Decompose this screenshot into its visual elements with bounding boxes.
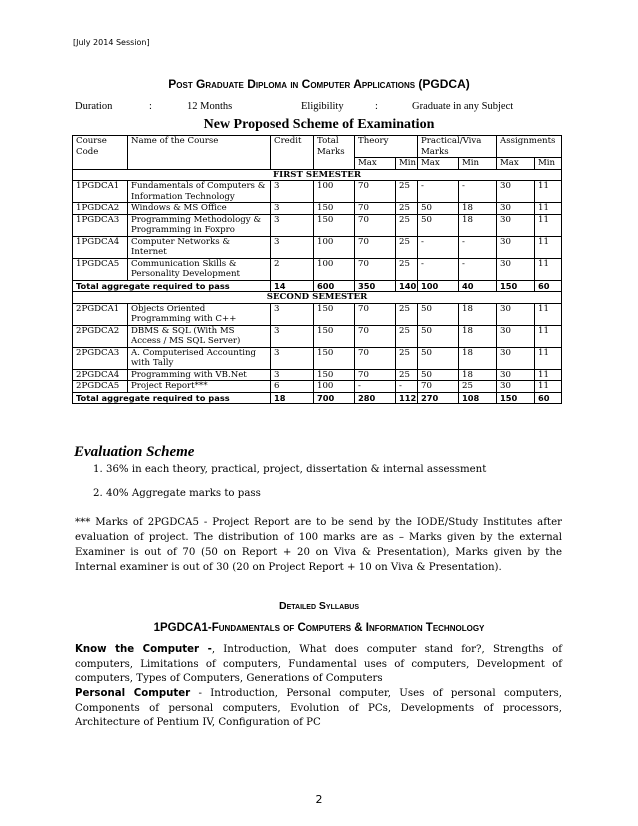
sem1-cell: - [459,258,497,280]
total-cell: 700 [314,392,355,404]
program-title: Post Graduate Diploma in Computer Applications (PGDCA) [168,77,470,91]
program-info-row [75,101,575,115]
sem1-cell: 30 [497,236,535,258]
topic-personal-computer: Personal Computer [75,688,191,699]
topic-know-the-computer-text: , Introduction, What does computer stand for?, Strengths of computers, Limitations of computers, Fundamental uses of computers, Development of computers, Types of Computers, Generations of Computers [75,644,562,684]
sem2-cell: 11 [535,381,562,393]
total-cell: 60 [535,392,562,404]
sem1-cell: 11 [535,203,562,215]
header-total-marks: Total Marks [314,136,355,170]
sem2-cell: Objects Oriented Programming with C++ [128,303,271,325]
sem2-cell: 30 [497,381,535,393]
total-cell: 100 [418,280,459,292]
sem2-cell: 30 [497,325,535,347]
table-row [73,236,562,258]
total-cell: 18 [271,392,314,404]
sem2-cell: 25 [396,325,418,347]
evaluation-heading: Evaluation Scheme [74,444,195,460]
sem1-cell: 70 [355,258,396,280]
sem2-cell: 50 [418,347,459,369]
sem2-cell: 25 [396,303,418,325]
total-row [73,392,562,404]
sem2-cell: 3 [271,325,314,347]
table-row [73,181,562,203]
syllabus-paragraph-2 [75,687,562,731]
sem2-cell: 70 [355,369,396,381]
sem2-cell: 100 [314,381,355,393]
sem2-cell: 30 [497,347,535,369]
sem1-cell: 50 [418,203,459,215]
total-cell: 150 [497,392,535,404]
sem2-cell: 50 [418,369,459,381]
second-semester-row-label: SECOND SEMESTER [73,292,562,304]
sem1-cell: 11 [535,258,562,280]
total-cell: 108 [459,392,497,404]
exam-scheme-table [72,135,562,404]
sem2-cell: Project Report*** [128,381,271,393]
sem2-cell: 70 [355,347,396,369]
table-row [73,369,562,381]
sem2-cell: 70 [355,325,396,347]
sem1-cell: 70 [355,203,396,215]
header-credit: Credit [271,136,314,170]
sem2-cell: 25 [396,347,418,369]
sem1-cell: 30 [497,203,535,215]
total-cell: 280 [355,392,396,404]
eligibility-separator: : [375,101,378,112]
sem1-cell: 2 [271,258,314,280]
sem1-cell: 25 [396,181,418,203]
sem1-cell: 100 [314,236,355,258]
sem1-cell: 1PGDCA1 [73,181,128,203]
scheme-title: New Proposed Scheme of Examination [203,117,435,132]
sem1-cell: Computer Networks & Internet [128,236,271,258]
sem2-cell: 3 [271,347,314,369]
sem2-cell: 11 [535,325,562,347]
total-cell: 600 [314,280,355,292]
topic-know-the-computer: Know the Computer - [75,644,212,655]
sem1-cell: 25 [396,236,418,258]
sem2-cell: 30 [497,303,535,325]
sem1-cell: Windows & MS Office [128,203,271,215]
table-header-row [73,136,562,158]
sem2-cell: 18 [459,303,497,325]
sem2-cell: DBMS & SQL (With MS Access / MS SQL Server) [128,325,271,347]
sem1-cell: 30 [497,181,535,203]
sem2-cell: 2PGDCA1 [73,303,128,325]
sem2-cell: 3 [271,303,314,325]
sem1-cell: 30 [497,258,535,280]
page-number: 2 [315,793,323,806]
sem1-cell: Fundamentals of Computers & Information Technology [128,181,271,203]
sem1-cell: 3 [271,236,314,258]
sem1-cell: 70 [355,214,396,236]
sem1-cell: 100 [314,181,355,203]
table-row [73,347,562,369]
total-row [73,280,562,292]
sem1-cell: 1PGDCA5 [73,258,128,280]
total-label: Total aggregate required to pass [73,280,271,292]
sem1-cell: Communication Skills & Personality Development [128,258,271,280]
course-heading: 1PGDCA1-Fundamentals of Computers & Information Technology [153,622,485,634]
sem1-cell: 18 [459,203,497,215]
duration-label: Duration [75,101,113,112]
evaluation-item-1: 1. 36% in each theory, practical, project, dissertation & internal assessment [93,464,487,475]
sem2-cell: 2PGDCA4 [73,369,128,381]
sem1-cell: - [459,236,497,258]
sem2-cell: 150 [314,369,355,381]
sem1-cell: Programming Methodology & Programming in Foxpro [128,214,271,236]
sem2-cell: 150 [314,347,355,369]
table-row [73,258,562,280]
sem1-cell: 70 [355,236,396,258]
table-row [73,381,562,393]
topic-personal-computer-text: - Introduction, Personal computer, Uses of personal computers, Components of personal computers, Evolution of PCs, Developments of processors, Architecture of Pentium IV, Configuration of PC [75,688,562,728]
header-course-name: Name of the Course [128,136,271,170]
header-theory-min: Min [396,158,418,170]
header-assignments: Assignments [497,136,562,158]
sem1-cell: 11 [535,214,562,236]
sem2-cell: 2PGDCA3 [73,347,128,369]
sem1-cell: 30 [497,214,535,236]
header-assign-min: Min [535,158,562,170]
sem2-cell: 11 [535,303,562,325]
total-cell: 112 [396,392,418,404]
sem1-cell: 25 [396,203,418,215]
sem1-cell: 1PGDCA4 [73,236,128,258]
eligibility-label: Eligibility [301,101,344,112]
duration-separator: : [149,101,152,112]
sem2-cell: 11 [535,369,562,381]
total-cell: 270 [418,392,459,404]
sem2-cell: 11 [535,347,562,369]
sem1-cell: - [459,181,497,203]
sem1-cell: - [418,258,459,280]
header-assign-max: Max [497,158,535,170]
sem2-cell: 25 [396,369,418,381]
total-cell: 150 [497,280,535,292]
sem2-cell: 30 [497,369,535,381]
sem1-cell: 25 [396,258,418,280]
sem1-cell: 3 [271,214,314,236]
sem1-cell: 150 [314,203,355,215]
sem2-cell: 18 [459,325,497,347]
header-practical: Practical/Viva Marks [418,136,497,158]
sem2-cell: 25 [459,381,497,393]
sem2-cell: 50 [418,303,459,325]
sem1-cell: - [418,236,459,258]
sem1-cell: 25 [396,214,418,236]
sem2-cell: 6 [271,381,314,393]
sem1-cell: 100 [314,258,355,280]
duration-value: 12 Months [187,101,233,112]
sem1-cell: 1PGDCA3 [73,214,128,236]
sem2-cell: Programming with VB.Net [128,369,271,381]
total-cell: 60 [535,280,562,292]
sem2-cell: 3 [271,369,314,381]
first-semester-row [73,169,562,181]
sem2-cell: 18 [459,369,497,381]
sem2-cell: 18 [459,347,497,369]
sem2-cell: - [396,381,418,393]
sem2-cell: 150 [314,325,355,347]
sem2-cell: 70 [418,381,459,393]
sem1-cell: 50 [418,214,459,236]
total-cell: 140 [396,280,418,292]
sem1-cell: 1PGDCA2 [73,203,128,215]
sem2-cell: 50 [418,325,459,347]
sem1-cell: 3 [271,203,314,215]
sem2-cell: 2PGDCA5 [73,381,128,393]
sem1-cell: 11 [535,236,562,258]
table-row [73,203,562,215]
sem2-cell: 2PGDCA2 [73,325,128,347]
sem2-cell: A. Computerised Accounting with Tally [128,347,271,369]
sem2-cell: - [355,381,396,393]
table-row [73,325,562,347]
sem1-cell: 3 [271,181,314,203]
total-cell: 40 [459,280,497,292]
total-cell: 14 [271,280,314,292]
sem1-cell: 150 [314,214,355,236]
sem1-cell: - [418,181,459,203]
session-label: [July 2014 Session] [73,38,150,47]
sem1-cell: 18 [459,214,497,236]
detailed-syllabus-heading: Detailed Syllabus [279,600,359,612]
header-theory-max: Max [355,158,396,170]
sem2-cell: 70 [355,303,396,325]
syllabus-paragraph-1 [75,643,562,687]
second-semester-row [73,292,562,304]
header-practical-max: Max [418,158,459,170]
first-semester-row-label: FIRST SEMESTER [73,169,562,181]
header-course-code: Course Code [73,136,128,170]
eligibility-value: Graduate in any Subject [412,101,514,112]
evaluation-item-2: 2. 40% Aggregate marks to pass [93,488,261,499]
table-row [73,303,562,325]
table-row [73,214,562,236]
sem2-cell: 150 [314,303,355,325]
header-practical-min: Min [459,158,497,170]
header-theory: Theory [355,136,418,158]
project-report-note: *** Marks of 2PGDCA5 - Project Report are to be send by the IODE/Study Institutes after evaluation of project. The distribution of 100 marks are as – Marks given by the external Examiner is out of 70 (50 on Report + 20 on Viva & Presentation), Marks given by the Internal examiner is out of 30 (20 on Project Report + 10 on Viva & Presentation). [75,517,562,573]
sem1-cell: 11 [535,181,562,203]
sem1-cell: 70 [355,181,396,203]
total-cell: 350 [355,280,396,292]
total-label: Total aggregate required to pass [73,392,271,404]
